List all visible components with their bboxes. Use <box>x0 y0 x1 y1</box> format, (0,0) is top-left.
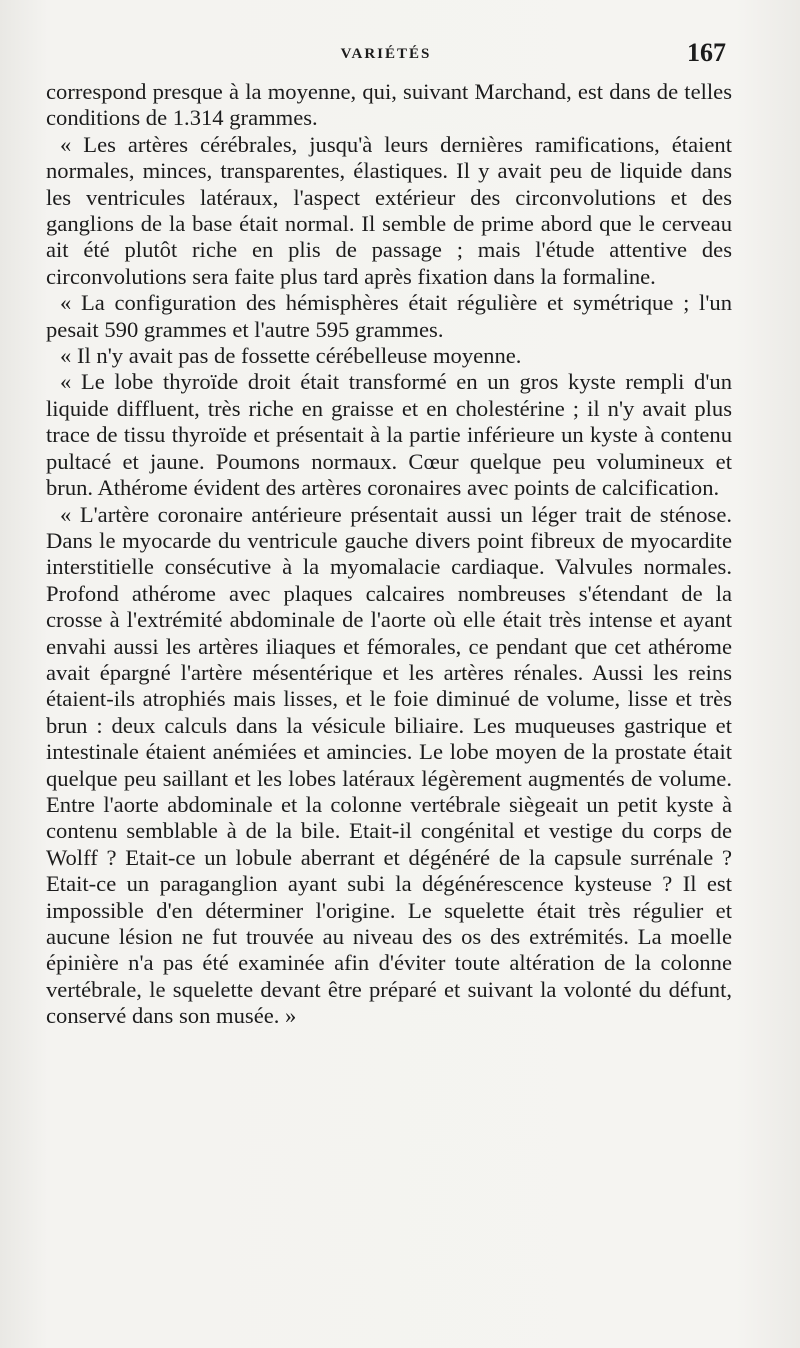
page-number: 167 <box>687 38 726 67</box>
paragraph-coronary-artery: « L'artère coronaire antérieure présentait aussi un léger trait de sténose. Dans le myocarde du ventricule gauche divers point fibreux de myocardite interstitielle consécutive à la myomalacie cardiaque. Valvules normales. Profond athérome avec plaques calcaires nombreuses s'étendant de la crosse à l'extrémité abdominale de l'aorte où elle était très intense et ayant envahi aussi les artères iliaques et fémorales, ce pendant que cet athérome avait épargné l'artère mésentérique et les artères rénales. Aussi les reins étaient-ils atrophiés mais lisses, et le foie diminué de volume, lisse et très brun : deux calculs dans la vésicule biliaire. Les muqueuses gastrique et intestinale étaient anémiées et amincies. Le lobe moyen de la prostate était quelque peu saillant et les lobes latéraux légèrement augmentés de volume. Entre l'aorte abdominale et la colonne vertébrale siègeait un petit kyste à contenu semblable à de la bile. Etait-il congénital et vestige du corps de Wolff ? Etait-ce un lobule aberrant et dégénéré de la capsule surrénale ? Etait-ce un paraganglion ayant subi la dégénérescence kysteuse ? Il est impossible d'en déterminer l'origine. Le squelette était très régulier et aucune lésion ne fut trouvée au niveau des os des extrémités. La moelle épinière n'a pas été examinée afin d'éviter toute altération de la colonne vertébrale, le squelette devant être préparé et suivant la volonté du défunt, conservé dans son musée. » <box>46 501 732 1029</box>
body-text <box>46 79 732 1030</box>
paragraph-continuation: correspond presque à la moyenne, qui, suivant Marchand, est dans de telles conditions de 1.314 grammes. <box>46 79 732 131</box>
page-header <box>46 38 726 72</box>
paragraph-cerebellar-fossa: « Il n'y avait pas de fossette cérébelleuse moyenne. <box>60 343 522 369</box>
paragraph-hemispheres: « La configuration des hémisphères était régulière et symétrique ; l'un pesait 590 grammes et l'autre 595 grammes. <box>46 290 732 342</box>
paragraph-cerebral-arteries: « Les artères cérébrales, jusqu'à leurs dernières ramifications, étaient normales, minces, transparentes, élastiques. Il y avait peu de liquide dans les ventricules latéraux, l'aspect extérieur des circonvolutions et des ganglions de la base était normal. Il semble de prime abord que le cerveau ait été plutôt riche en plis de passage ; mais l'étude attentive des circonvolutions sera faite plus tard après fixation dans la formaline. <box>46 131 732 289</box>
paragraph-thyroid: « Le lobe thyroïde droit était transformé en un gros kyste rempli d'un liquide diffluent, très riche en graisse et en cholestérine ; il n'y avait plus trace de tissu thyroïde et présentait à la partie inférieure un kyste à contenu pultacé et jaune. Poumons normaux. Cœur quelque peu volumineux et brun. Athérome évident des artères coronaires avec points de calcification. <box>46 369 732 501</box>
running-title: VARIÉTÉS <box>340 46 432 62</box>
